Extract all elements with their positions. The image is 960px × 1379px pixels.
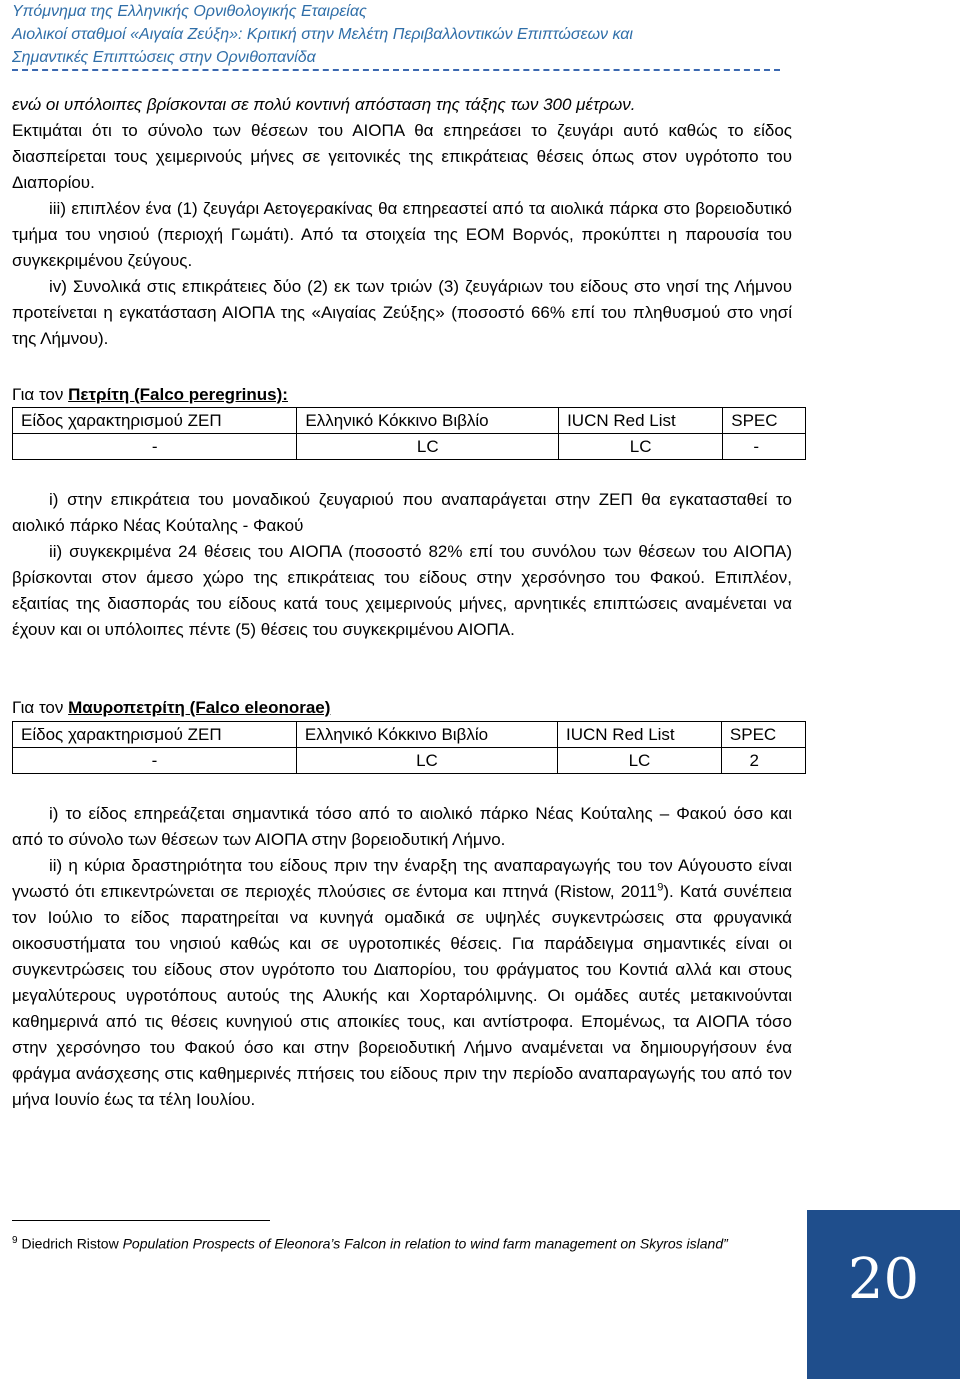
species2-name: Μαυροπετρίτη (Falco eleonorae)	[68, 698, 331, 717]
footnote-title: Population Prospects of Eleonora’s Falcon in relation to wind farm management on Skyros island”	[122, 1235, 728, 1252]
table-header-row	[13, 722, 806, 748]
footnote	[12, 1230, 728, 1255]
point-iii: iii) επιπλέον ένα (1) ζευγάρι Αετογερακίνας θα επηρεαστεί από τα αιολικά πάρκα στο βορειοδυτικό τμήμα του νησιού (περιοχή Γωμάτι). Από τα στοιχεία της ΕΟΜ Βορνός, προκύπτει η παρουσία του συγκεκριμένου ζεύγους.	[12, 199, 792, 270]
species2-title: Για τον Μαυροπετρίτη (Falco eleonorae)	[12, 698, 331, 717]
header-subtitle: Σημαντικές Επιπτώσεις στην Ορνιθοπανίδα	[12, 49, 316, 66]
header-organization: Υπόμνημα της Ελληνικής Ορνιθολογικής Εταιρείας	[12, 3, 367, 20]
header-title: Αιολικοί σταθμοί «Αιγαία Ζεύξη»: Κριτική στην Μελέτη Περιβαλλοντικών Επιπτώσεων και	[12, 26, 633, 43]
species2-text	[12, 801, 792, 1113]
table-header-cell: Είδος χαρακτηρισμού ΖΕΠ	[13, 408, 297, 434]
footnote-number: 9	[12, 1235, 18, 1246]
table-cell: -	[723, 434, 806, 460]
table-cell: -	[13, 748, 297, 774]
species2-table	[12, 721, 806, 774]
footnote-author: Diedrich Ristow	[21, 1235, 123, 1252]
table-cell: LC	[296, 748, 557, 774]
table-header-cell: Ελληνικό Κόκκινο Βιβλίο	[296, 722, 557, 748]
table-header-cell: SPEC	[723, 408, 806, 434]
table-header-cell: IUCN Red List	[559, 408, 723, 434]
table-cell: LC	[297, 434, 559, 460]
footnote-divider	[12, 1220, 270, 1221]
intro-italic-line: ενώ οι υπόλοιπες βρίσκονται σε πολύ κοντινή απόσταση της τάξης των 300 μέτρων.	[12, 95, 636, 114]
footnote-reference[interactable]: 9	[657, 881, 664, 894]
species1-point-i: i) στην επικράτεια του μοναδικού ζευγαριού που αναπαράγεται στην ΖΕΠ θα εγκατασταθεί το αιολικό πάρκο Νέας Κούταλης - Φακού	[12, 490, 792, 535]
table-cell: -	[13, 434, 297, 460]
table-row	[13, 434, 806, 460]
species1-title: Για τον Πετρίτη (Falco peregrinus):	[12, 385, 288, 404]
table-header-cell: SPEC	[721, 722, 805, 748]
species2-point-ii: ii) η κύρια δραστηριότητα του είδους πριν την έναρξη της αναπαραγωγής του τον Αύγουστο είναι γνωστό ότι επικεντρώνεται σε περιοχές πλούσιες σε έντομα και πτηνά (Ristow, 2011$^9$). Κατά συνέπεια τον Ιούλιο το είδος παρατηρείται να κυνηγά ομαδικά σε υψηλές συγκεντρώσεις στα φρυγανικά οικοσυστήματα του νησιού καθώς και σε υγροτοπικές θέσεις. Για παράδειγμα σημαντικές είναι οι συγκεντρώσεις του είδους στον υγρότοπο του Διαπορίου, του φράγματος του Κοντιά αλλά και στους μεγαλύτερους υγροτόπους αυτούς της Αλυκής και Χορταρόλιμνης. Οι ομάδες αυτές μετακινούνται καθημερινά από τις θέσεις κυνηγιού στις αποικίες τους, και αντίστροφα. Επομένως, τα ΑΙΟΠΑ τόσο στην χερσόνησο του Φακού όσο και στην βορειοδυτική Λήμνο αναμένεται να δημιουργήσουν ένα φράγμα ανάσχεσης στις καθημερινές πτήσεις του είδους πριν την περίοδο αναπαραγωγής του από τον μήνα Ιουνίο έως τα τέλη Ιουλίου.	[12, 856, 793, 1109]
table-cell: LC	[559, 434, 723, 460]
page-number-box	[807, 1210, 960, 1379]
table-cell: LC	[558, 748, 722, 774]
header-divider	[12, 69, 780, 71]
species1-table	[12, 407, 806, 460]
table-header-cell: IUCN Red List	[558, 722, 722, 748]
species1-name: Πετρίτη (Falco peregrinus):	[68, 385, 288, 404]
species1-point-ii: ii) συγκεκριμένα 24 θέσεις του ΑΙΟΠΑ (ποσοστό 82% επί του συνόλου των θέσεων του ΑΙΟΠΑ) βρίσκονται στον άμεσο χώρο της επικράτειας του είδους στην χερσόνησο του Φακού. Επιπλέον, εξαιτίας της διασποράς του είδους κατά τους χειμερινούς μήνες, αρνητικές επιπτώσεις αναμένεται να έχουν και οι υπόλοιπες πέντε (5) θέσεις του συγκεκριμένου ΑΙΟΠΑ.	[12, 542, 792, 639]
page-number: 20	[847, 1247, 920, 1312]
table-header-row	[13, 408, 806, 434]
table-header-cell: Ελληνικό Κόκκινο Βιβλίο	[297, 408, 559, 434]
document-header	[12, 0, 948, 69]
point-iv: iv) Συνολικά στις επικράτειες δύο (2) εκ των τριών (3) ζευγάριων του είδους στο νησί της Λήμνου προτείνεται η εγκατάσταση ΑΙΟΠΑ της «Αιγαίας Ζεύξης» (ποσοστό 66% επί του πληθυσμού στο νησί της Λήμνου).	[12, 277, 792, 348]
table-row	[13, 748, 806, 774]
table-header-cell: Είδος χαρακτηρισμού ΖΕΠ	[13, 722, 297, 748]
table-cell: 2	[721, 748, 805, 774]
intro-paragraph: Εκτιμάται ότι το σύνολο των θέσεων του ΑΙΟΠΑ θα επηρεάσει το ζευγάρι αυτό καθώς το είδος διασπείρεται τους χειμερινούς μήνες σε γειτονικές της επικράτειας θέσεις όπως στον υγρότοπο του Διαπορίου.	[12, 121, 792, 192]
intro-section	[12, 92, 792, 352]
species2-point-i: i) το είδος επηρεάζεται σημαντικά τόσο από το αιολικό πάρκο Νέας Κούταλης – Φακού όσο και από το σύνολο των θέσεων των ΑΙΟΠΑ στην βορειοδυτική Λήμνο.	[12, 804, 792, 849]
species1-text	[12, 487, 792, 643]
